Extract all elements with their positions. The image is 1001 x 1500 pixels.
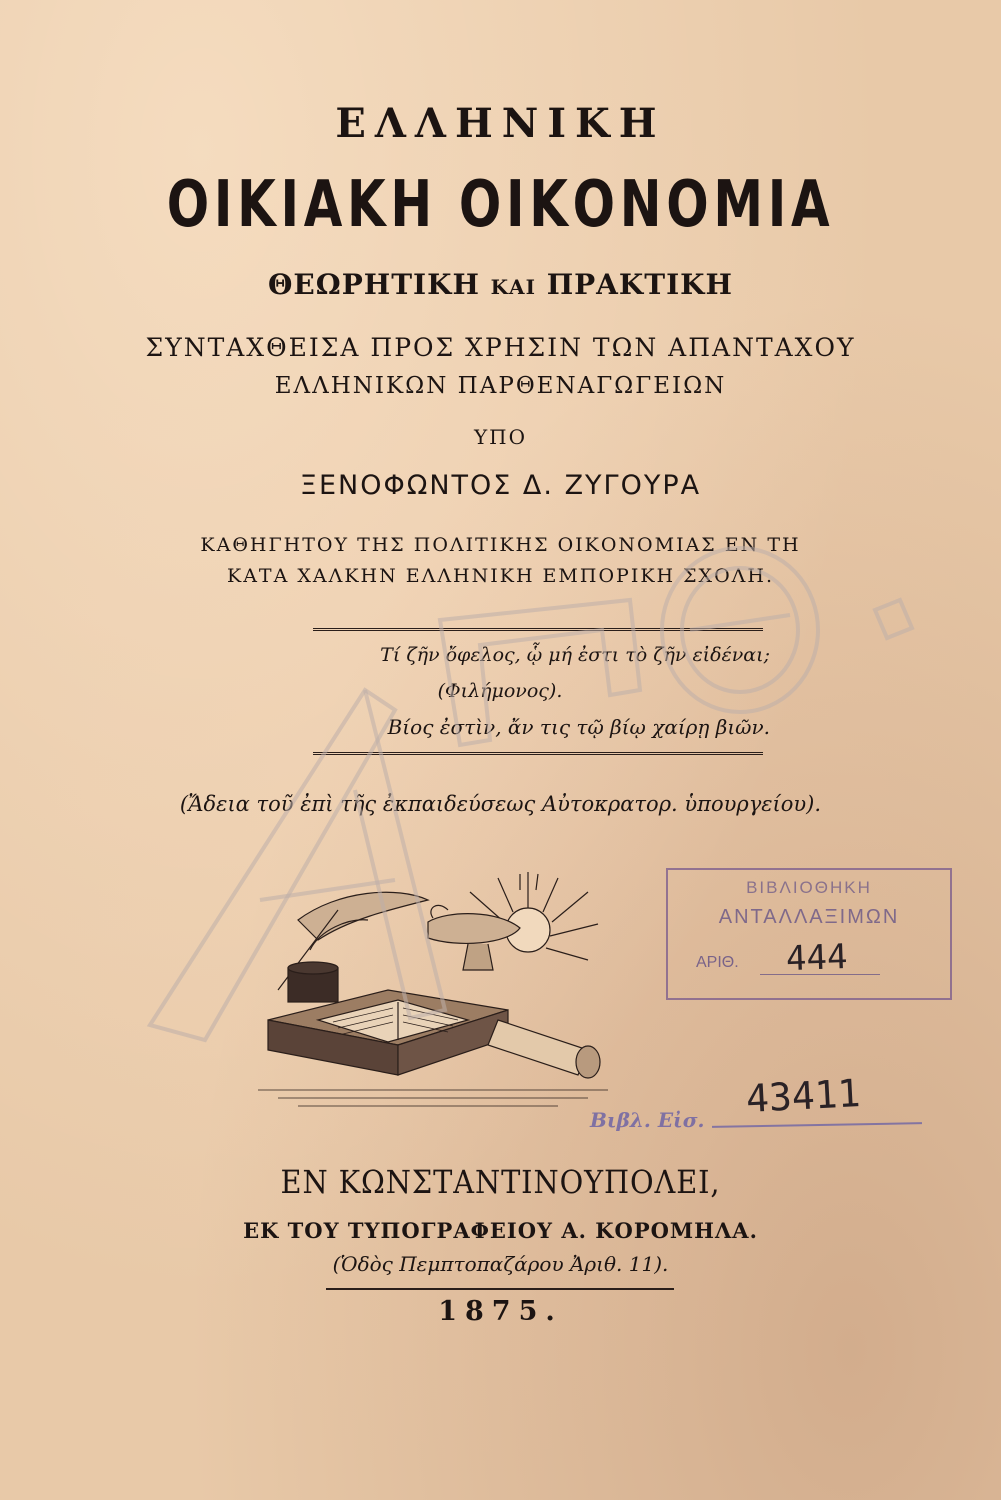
epigraph-line-3: Βίος ἐστὶν, ἄν τις τῷ βίῳ χαίρῃ βιῶν. [387, 715, 770, 739]
subtitle-practical: ΠΡΑΚΤΙΚΗ [546, 268, 733, 301]
imprint-address: (Ὁδὸς Πεμπτοπαζάρου Ἀριθ. 11). [332, 1252, 669, 1276]
author-by: ΥΠΟ [473, 425, 528, 449]
library-stamp-number: 444 [785, 936, 849, 980]
library-stamp-number-label: ΑΡΙΘ. [696, 954, 739, 971]
author-role-1: ΚΑΘΗΓΗΤΟΥ ΤΗΣ ΠΟΛΙΤΙΚΗΣ ΟΙΚΟΝΟΜΙΑΣ ΕΝ ΤΗ [200, 534, 801, 556]
purpose-line-1: ΣΥΝΤΑΧΘΕΙΣΑ ΠΡΟΣ ΧΡΗΣΙΝ ΤΩΝ ΑΠΑΝΤΑΧΟΥ [145, 333, 856, 362]
imprint-place: ΕΝ ΚΩΝΣΤΑΝΤΙΝΟΥΠΟΛΕΙ, [280, 1163, 721, 1201]
subtitle-and: ΚΑΙ [490, 275, 536, 299]
quill-inkwell-icon [278, 892, 428, 1002]
epigraph-bottom-rule [313, 752, 763, 757]
accession-underline [712, 1122, 922, 1128]
imprint-rule [326, 1288, 674, 1290]
oil-lamp-icon [428, 905, 520, 970]
subtitle-theoretical: ΘΕΩΡΗΤΙΚΗ [268, 268, 480, 301]
imprint-year: 1875. [438, 1296, 563, 1327]
epigraph-line-1: Τί ζῆν ὄφελος, ᾧ μή ἐστι τὸ ζῆν εἰδέναι; [380, 644, 770, 666]
library-stamp-line-2: ΑΝΤΑΛΛΑΞΙΜΩΝ [718, 906, 900, 928]
books-icon [268, 990, 508, 1075]
title-line-1: ΕΛΛΗΝΙΚΗ [335, 100, 666, 147]
accession-label: Βιβλ. Εἰσ. [590, 1108, 705, 1132]
author-role-2: ΚΑΤΑ ΧΑΛΚΗΝ ΕΛΛΗΝΙΚΗ ΕΜΠΟΡΙΚΗ ΣΧΟΛΗ. [227, 565, 774, 587]
purpose-line-2: ΕΛΛΗΝΙΚΩΝ ΠΑΡΘΕΝΑΓΩΓΕΙΩΝ [274, 373, 727, 399]
epigraph-source: (Φιλήμονος). [437, 680, 563, 702]
author-name: ΞΕΝΟΦΩΝΤΟΣ Δ. ΖΥΓΟΥΡΑ [299, 470, 702, 501]
license-note: (Ἄδεια τοῦ ἐπὶ τῆς ἐκπαιδεύσεως Αὐτοκρατορ. ὑπουργείου). [179, 792, 822, 816]
imprint-printer: ΕΚ ΤΟΥ ΤΥΠΟΓΡΑΦΕΙΟΥ Α. ΚΟΡΟΜΗΛΑ. [243, 1218, 758, 1243]
scroll-icon [488, 1020, 600, 1078]
library-stamp [666, 868, 952, 1000]
title-line-2: ΟΙΚΙΑΚΗ ΟΙΚΟΝΟΜΙΑ [166, 168, 835, 242]
printers-vignette [258, 870, 620, 1110]
epigraph-top-rule [313, 628, 763, 633]
library-stamp-line-1: ΒΙΒΛΙΟΘΗΚΗ [746, 878, 872, 897]
subtitle [0, 268, 1001, 301]
accession-number: 43411 [744, 1071, 862, 1121]
